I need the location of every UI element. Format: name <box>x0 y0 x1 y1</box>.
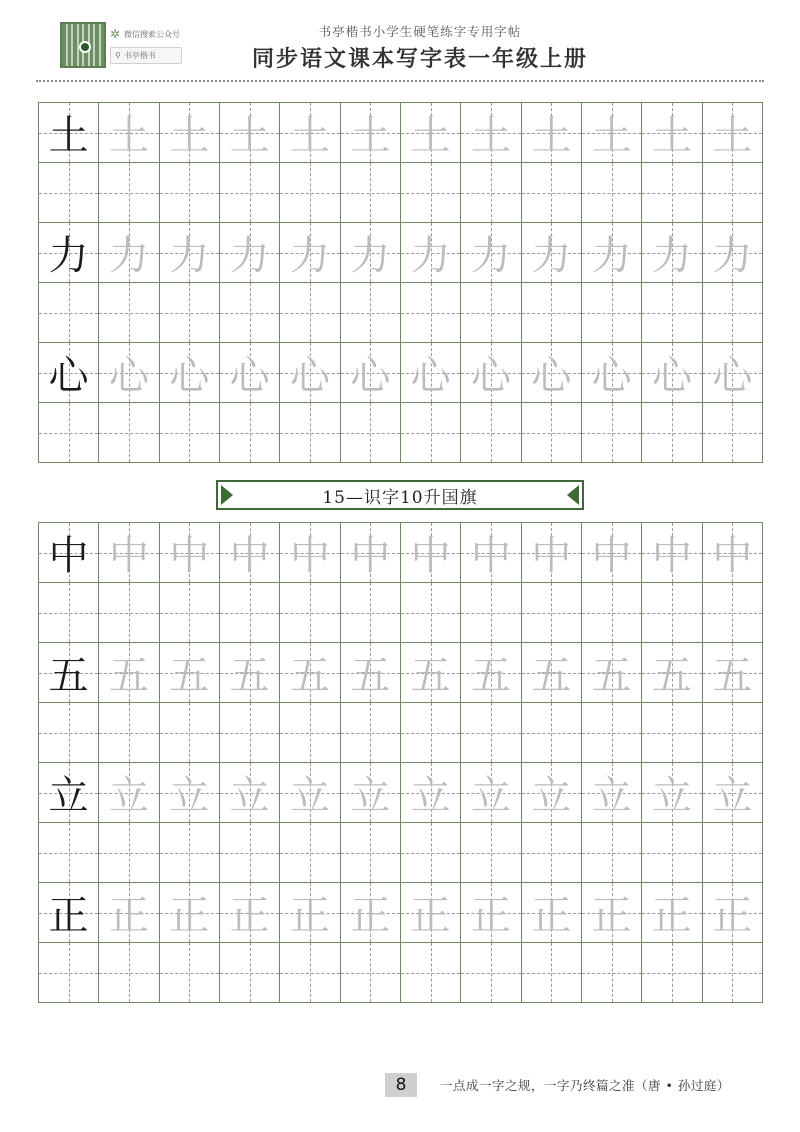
empty-practice-cell[interactable] <box>39 163 99 223</box>
empty-practice-cell[interactable] <box>160 823 220 883</box>
empty-practice-cell[interactable] <box>703 403 763 463</box>
trace-character: 土 <box>350 113 391 159</box>
trace-character: 心 <box>350 353 391 399</box>
empty-practice-cell[interactable] <box>582 283 642 343</box>
trace-character: 心 <box>229 353 270 399</box>
empty-practice-cell[interactable] <box>642 403 702 463</box>
trace-cell <box>703 883 763 943</box>
trace-cell <box>642 643 702 703</box>
trace-cell <box>522 103 582 163</box>
search-text: 书亭楷书 <box>123 51 156 60</box>
trace-character: 立 <box>531 773 572 819</box>
trace-character: 五 <box>289 653 330 699</box>
trace-cell <box>461 103 521 163</box>
model-character: 立 <box>48 773 89 819</box>
trace-character: 中 <box>591 533 632 579</box>
trace-character: 心 <box>410 353 451 399</box>
empty-practice-cell[interactable] <box>461 403 521 463</box>
trace-cell <box>160 103 220 163</box>
empty-practice-cell[interactable] <box>160 403 220 463</box>
trace-character: 五 <box>169 653 210 699</box>
empty-practice-cell[interactable] <box>703 583 763 643</box>
trace-cell <box>461 643 521 703</box>
empty-practice-cell[interactable] <box>582 163 642 223</box>
trace-character: 力 <box>169 233 210 279</box>
trace-cell <box>461 343 521 403</box>
empty-practice-cell[interactable] <box>341 703 401 763</box>
trace-character: 中 <box>410 533 451 579</box>
trace-cell <box>522 223 582 283</box>
header-divider <box>36 80 764 82</box>
trace-character: 土 <box>531 113 572 159</box>
trace-character: 中 <box>470 533 511 579</box>
empty-practice-cell[interactable] <box>703 283 763 343</box>
empty-practice-cell[interactable] <box>39 403 99 463</box>
trace-character: 力 <box>229 233 270 279</box>
empty-practice-cell[interactable] <box>99 823 159 883</box>
trace-cell <box>99 643 159 703</box>
trace-character: 立 <box>350 773 391 819</box>
trace-character: 力 <box>531 233 572 279</box>
trace-cell <box>341 223 401 283</box>
trace-cell <box>642 763 702 823</box>
trace-cell <box>582 523 642 583</box>
trace-character: 力 <box>470 233 511 279</box>
trace-cell <box>401 763 461 823</box>
trace-character: 立 <box>169 773 210 819</box>
trace-character: 力 <box>289 233 330 279</box>
empty-practice-cell[interactable] <box>280 943 340 1003</box>
trace-cell <box>280 523 340 583</box>
trace-character: 土 <box>229 113 270 159</box>
empty-practice-cell[interactable] <box>99 943 159 1003</box>
trace-cell <box>220 103 280 163</box>
trace-character: 土 <box>470 113 511 159</box>
empty-practice-cell[interactable] <box>99 403 159 463</box>
trace-cell <box>99 883 159 943</box>
empty-practice-cell[interactable] <box>582 583 642 643</box>
trace-character: 立 <box>591 773 632 819</box>
trace-character: 心 <box>591 353 632 399</box>
empty-practice-cell[interactable] <box>220 583 280 643</box>
model-cell <box>39 523 99 583</box>
empty-practice-cell[interactable] <box>522 283 582 343</box>
empty-practice-cell[interactable] <box>522 163 582 223</box>
empty-practice-cell[interactable] <box>401 583 461 643</box>
lesson-heading: 15—识字10升国旗 <box>322 487 478 508</box>
trace-cell <box>280 223 340 283</box>
trace-cell <box>220 763 280 823</box>
page-number: 8 <box>385 1073 417 1097</box>
trace-character: 心 <box>108 353 149 399</box>
trace-cell <box>160 763 220 823</box>
trace-cell <box>401 103 461 163</box>
empty-practice-cell[interactable] <box>220 163 280 223</box>
empty-practice-cell[interactable] <box>160 943 220 1003</box>
model-character: 土 <box>48 113 89 159</box>
empty-practice-cell[interactable] <box>99 583 159 643</box>
empty-practice-cell[interactable] <box>99 283 159 343</box>
empty-practice-cell[interactable] <box>582 403 642 463</box>
trace-character: 五 <box>651 653 692 699</box>
trace-character: 中 <box>712 533 753 579</box>
trace-character: 正 <box>410 893 451 939</box>
trace-cell <box>582 103 642 163</box>
empty-practice-cell[interactable] <box>401 283 461 343</box>
model-character: 心 <box>48 353 89 399</box>
empty-practice-cell[interactable] <box>280 163 340 223</box>
trace-cell <box>220 883 280 943</box>
trace-character: 力 <box>651 233 692 279</box>
empty-practice-cell[interactable] <box>703 703 763 763</box>
trace-cell <box>341 763 401 823</box>
empty-practice-cell[interactable] <box>280 823 340 883</box>
empty-practice-cell[interactable] <box>461 823 521 883</box>
trace-character: 中 <box>229 533 270 579</box>
trace-character: 土 <box>108 113 149 159</box>
trace-cell <box>341 343 401 403</box>
trace-character: 立 <box>712 773 753 819</box>
empty-practice-cell[interactable] <box>341 583 401 643</box>
empty-practice-cell[interactable] <box>642 283 702 343</box>
empty-practice-cell[interactable] <box>522 823 582 883</box>
trace-character: 心 <box>651 353 692 399</box>
trace-cell <box>642 223 702 283</box>
trace-cell <box>401 223 461 283</box>
empty-practice-cell[interactable] <box>280 403 340 463</box>
trace-cell <box>160 883 220 943</box>
trace-character: 土 <box>410 113 451 159</box>
trace-cell <box>160 343 220 403</box>
trace-character: 中 <box>289 533 330 579</box>
empty-practice-cell[interactable] <box>461 283 521 343</box>
model-character: 五 <box>48 653 89 699</box>
trace-character: 五 <box>470 653 511 699</box>
trace-character: 立 <box>651 773 692 819</box>
empty-practice-cell[interactable] <box>582 943 642 1003</box>
empty-practice-cell[interactable] <box>280 283 340 343</box>
empty-practice-cell[interactable] <box>99 703 159 763</box>
trace-cell <box>401 883 461 943</box>
trace-character: 正 <box>470 893 511 939</box>
empty-practice-cell[interactable] <box>401 403 461 463</box>
empty-practice-cell[interactable] <box>582 703 642 763</box>
trace-cell <box>99 763 159 823</box>
trace-cell <box>280 883 340 943</box>
wechat-icon: ✲ <box>110 27 121 41</box>
empty-practice-cell[interactable] <box>642 943 702 1003</box>
trace-cell <box>703 643 763 703</box>
trace-character: 土 <box>169 113 210 159</box>
trace-cell <box>99 343 159 403</box>
trace-cell <box>522 763 582 823</box>
trace-character: 五 <box>591 653 632 699</box>
search-icon: ⚲ <box>115 51 121 60</box>
empty-practice-cell[interactable] <box>280 583 340 643</box>
trace-character: 五 <box>712 653 753 699</box>
trace-cell <box>522 523 582 583</box>
trace-cell <box>642 103 702 163</box>
trace-character: 中 <box>651 533 692 579</box>
empty-practice-cell[interactable] <box>160 163 220 223</box>
trace-character: 中 <box>108 533 149 579</box>
trace-cell <box>99 223 159 283</box>
empty-practice-cell[interactable] <box>522 583 582 643</box>
empty-practice-cell[interactable] <box>39 703 99 763</box>
model-cell <box>39 103 99 163</box>
empty-practice-cell[interactable] <box>341 283 401 343</box>
trace-cell <box>703 343 763 403</box>
model-cell <box>39 643 99 703</box>
trace-character: 心 <box>169 353 210 399</box>
empty-practice-cell[interactable] <box>341 823 401 883</box>
empty-practice-cell[interactable] <box>160 703 220 763</box>
empty-practice-cell[interactable] <box>341 943 401 1003</box>
trace-character: 心 <box>289 353 330 399</box>
empty-practice-cell[interactable] <box>642 703 702 763</box>
trace-character: 中 <box>169 533 210 579</box>
trace-character: 土 <box>591 113 632 159</box>
trace-character: 心 <box>531 353 572 399</box>
page-subtitle: 书亭楷书小学生硬笔练字专用字帖 <box>318 24 522 39</box>
trace-character: 力 <box>712 233 753 279</box>
trace-character: 立 <box>470 773 511 819</box>
trace-character: 五 <box>229 653 270 699</box>
practice-grid-2 <box>38 522 763 1003</box>
page-title: 同步语文课本写字表一年级上册 <box>251 46 588 72</box>
empty-practice-cell[interactable] <box>401 943 461 1003</box>
trace-cell <box>220 523 280 583</box>
trace-character: 土 <box>712 113 753 159</box>
empty-practice-cell[interactable] <box>522 403 582 463</box>
trace-character: 立 <box>410 773 451 819</box>
trace-cell <box>401 643 461 703</box>
trace-cell <box>461 763 521 823</box>
empty-practice-cell[interactable] <box>522 943 582 1003</box>
trace-character: 正 <box>712 893 753 939</box>
trace-cell <box>401 523 461 583</box>
wechat-label: 微信搜索公众号 <box>124 29 181 39</box>
empty-practice-cell[interactable] <box>401 703 461 763</box>
trace-character: 土 <box>289 113 330 159</box>
empty-practice-cell[interactable] <box>160 583 220 643</box>
empty-practice-cell[interactable] <box>341 403 401 463</box>
empty-practice-cell[interactable] <box>401 823 461 883</box>
trace-cell <box>341 883 401 943</box>
trace-cell <box>461 883 521 943</box>
trace-cell <box>582 223 642 283</box>
empty-practice-cell[interactable] <box>401 163 461 223</box>
trace-character: 力 <box>591 233 632 279</box>
empty-practice-cell[interactable] <box>461 583 521 643</box>
empty-practice-cell[interactable] <box>703 943 763 1003</box>
trace-cell <box>341 643 401 703</box>
empty-practice-cell[interactable] <box>703 823 763 883</box>
empty-practice-cell[interactable] <box>39 283 99 343</box>
empty-practice-cell[interactable] <box>461 163 521 223</box>
trace-cell <box>160 643 220 703</box>
empty-practice-cell[interactable] <box>341 163 401 223</box>
trace-character: 正 <box>169 893 210 939</box>
trace-cell <box>522 343 582 403</box>
model-cell <box>39 343 99 403</box>
trace-character: 心 <box>470 353 511 399</box>
empty-practice-cell[interactable] <box>220 703 280 763</box>
trace-cell <box>280 103 340 163</box>
trace-character: 立 <box>229 773 270 819</box>
empty-practice-cell[interactable] <box>522 703 582 763</box>
trace-character: 心 <box>712 353 753 399</box>
empty-practice-cell[interactable] <box>39 823 99 883</box>
trace-character: 正 <box>591 893 632 939</box>
trace-cell <box>99 103 159 163</box>
model-cell <box>39 763 99 823</box>
trace-cell <box>220 643 280 703</box>
trace-cell <box>341 523 401 583</box>
trace-cell <box>461 523 521 583</box>
model-cell <box>39 883 99 943</box>
empty-practice-cell[interactable] <box>220 403 280 463</box>
trace-character: 力 <box>108 233 149 279</box>
trace-cell <box>582 763 642 823</box>
empty-practice-cell[interactable] <box>99 163 159 223</box>
trace-cell <box>461 223 521 283</box>
trace-cell <box>642 343 702 403</box>
model-character: 正 <box>48 893 89 939</box>
model-character: 力 <box>48 233 89 279</box>
empty-practice-cell[interactable] <box>461 703 521 763</box>
empty-practice-cell[interactable] <box>582 823 642 883</box>
trace-character: 正 <box>531 893 572 939</box>
trace-cell <box>522 883 582 943</box>
practice-grid-1 <box>38 102 763 463</box>
trace-cell <box>280 763 340 823</box>
trace-character: 正 <box>229 893 270 939</box>
trace-character: 五 <box>108 653 149 699</box>
trace-cell <box>220 223 280 283</box>
trace-character: 五 <box>350 653 391 699</box>
empty-practice-cell[interactable] <box>703 163 763 223</box>
trace-character: 正 <box>651 893 692 939</box>
empty-practice-cell[interactable] <box>461 943 521 1003</box>
trace-character: 立 <box>108 773 149 819</box>
trace-character: 正 <box>289 893 330 939</box>
empty-practice-cell[interactable] <box>220 823 280 883</box>
trace-character: 立 <box>289 773 330 819</box>
trace-cell <box>99 523 159 583</box>
model-cell <box>39 223 99 283</box>
trace-character: 土 <box>651 113 692 159</box>
trace-character: 五 <box>410 653 451 699</box>
empty-practice-cell[interactable] <box>160 283 220 343</box>
empty-practice-cell[interactable] <box>642 163 702 223</box>
trace-cell <box>582 643 642 703</box>
trace-cell <box>401 343 461 403</box>
trace-character: 正 <box>108 893 149 939</box>
trace-character: 五 <box>531 653 572 699</box>
lesson-banner <box>216 480 584 510</box>
trace-cell <box>220 343 280 403</box>
trace-cell <box>642 523 702 583</box>
trace-cell <box>703 763 763 823</box>
empty-practice-cell[interactable] <box>220 943 280 1003</box>
trace-cell <box>280 343 340 403</box>
model-character: 中 <box>48 533 89 579</box>
trace-character: 力 <box>350 233 391 279</box>
trace-cell <box>703 523 763 583</box>
trace-cell <box>703 103 763 163</box>
trace-cell <box>522 643 582 703</box>
trace-cell <box>160 523 220 583</box>
trace-character: 正 <box>350 893 391 939</box>
empty-practice-cell[interactable] <box>39 583 99 643</box>
empty-practice-cell[interactable] <box>642 583 702 643</box>
trace-cell <box>582 883 642 943</box>
trace-character: 中 <box>350 533 391 579</box>
trace-cell <box>642 883 702 943</box>
trace-cell <box>280 643 340 703</box>
trace-character: 中 <box>531 533 572 579</box>
trace-cell <box>582 343 642 403</box>
trace-cell <box>703 223 763 283</box>
empty-practice-cell[interactable] <box>220 283 280 343</box>
trace-cell <box>160 223 220 283</box>
trace-cell <box>341 103 401 163</box>
trace-character: 力 <box>410 233 451 279</box>
empty-practice-cell[interactable] <box>642 823 702 883</box>
empty-practice-cell[interactable] <box>280 703 340 763</box>
empty-practice-cell[interactable] <box>39 943 99 1003</box>
footer-quote: 一点成一字之规，一字乃终篇之准（唐 • 孙过庭） <box>440 1078 730 1093</box>
